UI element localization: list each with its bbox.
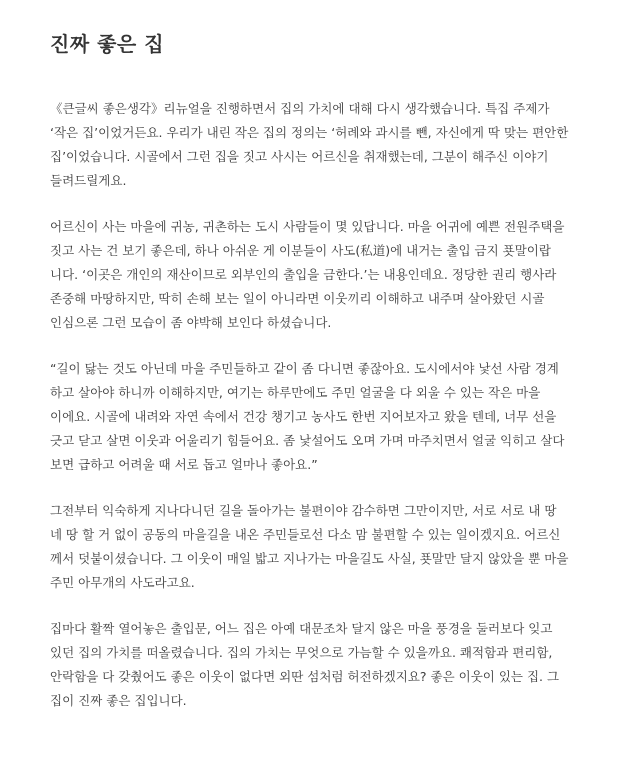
text-line: 보면 급하고 어려울 때 서로 돕고 얼마나 좋아요.” [50, 457, 318, 472]
text-line: 안락함을 다 갖췄어도 좋은 이웃이 없다면 외딴 섬처럼 허전하겠지요? 좋은 이웃이 있는 집. 그 [50, 669, 560, 684]
text-line: 존중해 마땅하지만, 딱히 손해 보는 일이 아니라면 이웃끼리 이해하고 내주며 살아왔던 시골 [50, 291, 545, 306]
text-line: “길이 닳는 것도 아닌데 마을 주민들하고 같이 좀 다니면 좋잖아요. 도시에서야 낯선 사람 경계 [50, 361, 559, 376]
text-line: 《큰글씨 좋은생각》리뉴얼을 진행하면서 집의 가치에 대해 다시 생각했습니다. 특집 주제가 [50, 101, 550, 116]
text-line: ‘작은 집’이었거든요. 우리가 내린 작은 집의 정의는 ‘허례와 과시를 뺀, 자신에게 딱 맞는 편안한 [50, 125, 569, 140]
text-line: 인심으론 그런 모습이 좀 야박해 보인다 하셨습니다. [50, 315, 332, 330]
text-line: 주민 아무개의 사도라고요. [50, 575, 195, 590]
text-line: 짓고 사는 건 보기 좋은데, 하나 아쉬운 게 이분들이 사도(私道)에 내거는 출입 금지 푯말이랍 [50, 243, 551, 258]
text-line: 긋고 닫고 살면 이웃과 어울리기 힘들어요. 좀 낯설어도 오며 가며 마주치면서 얼굴 익히고 살다 [50, 433, 565, 448]
paragraph-conclusion [50, 617, 610, 713]
article-title: 진짜 좋은 집 [50, 32, 165, 56]
text-line: 집이 진짜 좋은 집입니다. [50, 693, 187, 708]
text-line: 께서 덧붙이셨습니다. 그 이웃이 매일 밟고 지나가는 마을길도 사실, 푯말만 달지 않았을 뿐 마을 [50, 551, 569, 566]
text-line: 그전부터 익숙하게 지나다니던 길을 돌아가는 불편이야 감수하면 그만이지만, 서로 서로 내 땅 [50, 503, 557, 518]
paragraph-road [50, 499, 610, 595]
text-line: 이에요. 시골에 내려와 자연 속에서 건강 챙기고 농사도 한번 지어보자고 왔을 텐데, 너무 선을 [50, 409, 557, 424]
text-line: 니다. ‘이곳은 개인의 재산이므로 외부인의 출입을 금한다.’는 내용인데요. 정당한 권리 행사라 [50, 267, 557, 282]
text-line: 들려드릴게요. [50, 173, 127, 188]
paragraph-village [50, 215, 610, 335]
paragraph-quote [50, 357, 610, 477]
text-line: 어르신이 사는 마을에 귀농, 귀촌하는 도시 사람들이 몇 있답니다. 마을 어귀에 예쁜 전원주택을 [50, 219, 565, 234]
text-line: 집마다 활짝 열어놓은 출입문, 어느 집은 아예 대문조차 달지 않은 마을 풍경을 둘러보다 잊고 [50, 621, 553, 636]
paragraph-intro [50, 97, 610, 193]
text-line: 있던 집의 가치를 떠올렸습니다. 집의 가치는 무엇으로 가늠할 수 있을까요. 쾌적함과 편리함, [50, 645, 553, 660]
article-body [50, 97, 610, 713]
text-line: 네 땅 할 거 없이 공동의 마을길을 내온 주민들로선 다소 맘 불편할 수 있는 일이겠지요. 어르신 [50, 527, 561, 542]
text-line: 하고 살아야 하니까 이해하지만, 여기는 하루만에도 주민 얼굴을 다 외울 수 있는 작은 마을 [50, 385, 541, 400]
text-line: 집’이었습니다. 시골에서 그런 집을 짓고 사시는 어르신을 취재했는데, 그분이 해주신 이야기 [50, 149, 549, 164]
